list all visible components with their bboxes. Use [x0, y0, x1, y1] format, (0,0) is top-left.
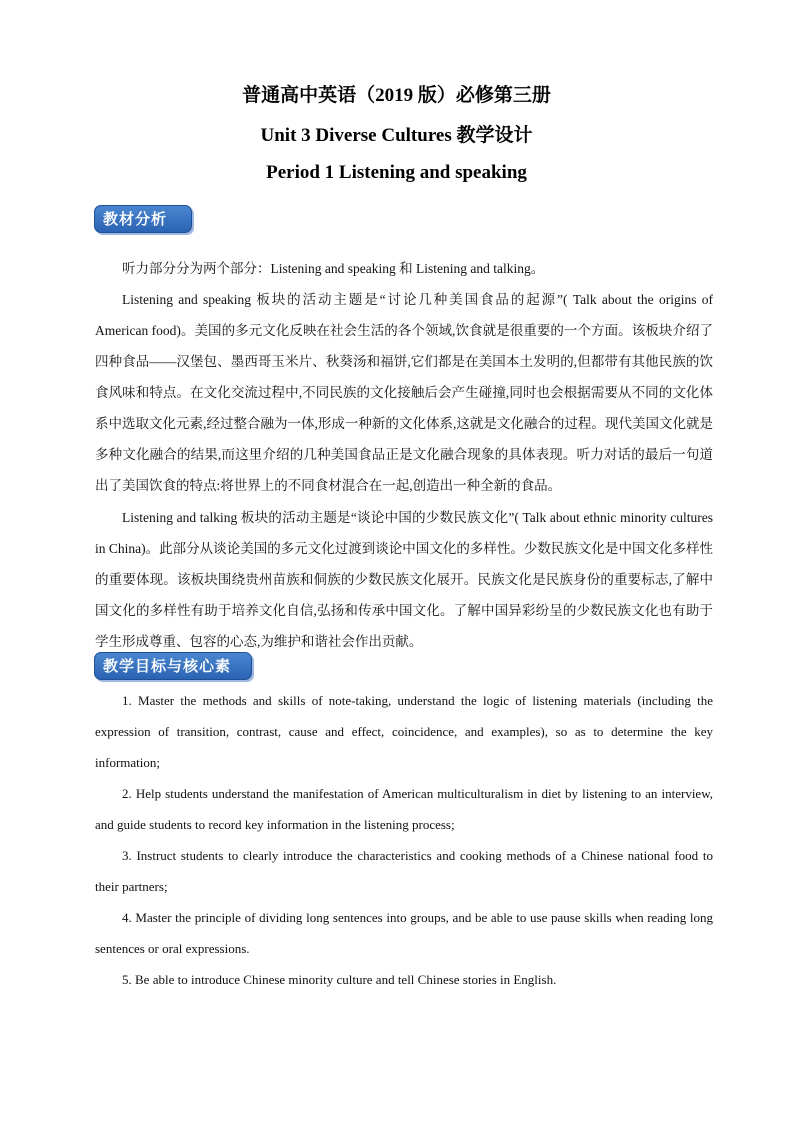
- objective-item: 2. Help students understand the manifestation of American multiculturalism in diet by listening to an interview, and guide students to record key information in the listening process;: [95, 786, 713, 832]
- unit-title: Unit 3 Diverse Cultures 教学设计: [260, 125, 533, 146]
- section-badge-textbook-analysis: 教材分析: [94, 205, 192, 233]
- analysis-paragraph: Listening and speaking 板块的活动主题是“讨论几种美国食品的起源”( Talk about the origins of American food)。美国的多元文化反映在社会生活的各个领域,饮食就是很重要的一个方面。该板块介绍了四种食品——汉堡包、墨西哥玉米片、秋葵汤和福饼,它们都是在美国本土发明的,但都带有其他民族的饮食风味和特点。在文化交流过程中,不同民族的文化接触后会产生碰撞,同时也会根据需要从不同的文化体系中选取文化元素,经过整合融为一体,形成一种新的文化体系,这就是文化融合的过程。现代美国文化就是多种文化融合的结果,而这里介绍的几种美国食品正是文化融合现象的具体表现。听力对话的最后一句道出了美国饮食的特点:将世界上的不同食材混合在一起,创造出一种全新的食品。: [95, 291, 713, 493]
- objective-item: 1. Master the methods and skills of note-taking, understand the logic of listening materials (including the expression of transition, contrast, cause and effect, coincidence, and examples), so as to determine the key information;: [95, 693, 713, 770]
- analysis-paragraph: 听力部分分为两个部分：Listening and speaking 和 Listening and talking。: [122, 260, 545, 276]
- objective-item: 3. Instruct students to clearly introduce the characteristics and cooking methods of a Chinese national food to their partners;: [95, 848, 713, 894]
- objective-item: 5. Be able to introduce Chinese minority culture and tell Chinese stories in English.: [122, 972, 557, 987]
- section-badge-teaching-objectives: 教学目标与核心素养: [94, 652, 252, 680]
- objective-item: 4. Master the principle of dividing long sentences into groups, and be able to use pause skills when reading long sentences or oral expressions.: [95, 910, 713, 956]
- document-title: 普通高中英语（2019 版）必修第三册: [242, 85, 551, 106]
- period-title: Period 1 Listening and speaking: [266, 162, 527, 183]
- analysis-paragraph: Listening and talking 板块的活动主题是“谈论中国的少数民族文化”( Talk about ethnic minority cultures in China)。此部分从谈论美国的多元文化过渡到谈论中国文化的多样性。少数民族文化是中国文化多样性的重要体现。该板块围绕贵州苗族和侗族的少数民族文化展开。民族文化是民族身份的重要标志,了解中国文化的多样性有助于培养文化自信,弘扬和传承中国文化。了解中国异彩纷呈的少数民族文化也有助于学生形成尊重、包容的心态,为维护和谐社会作出贡献。: [95, 509, 713, 649]
- objectives-list: [95, 685, 713, 995]
